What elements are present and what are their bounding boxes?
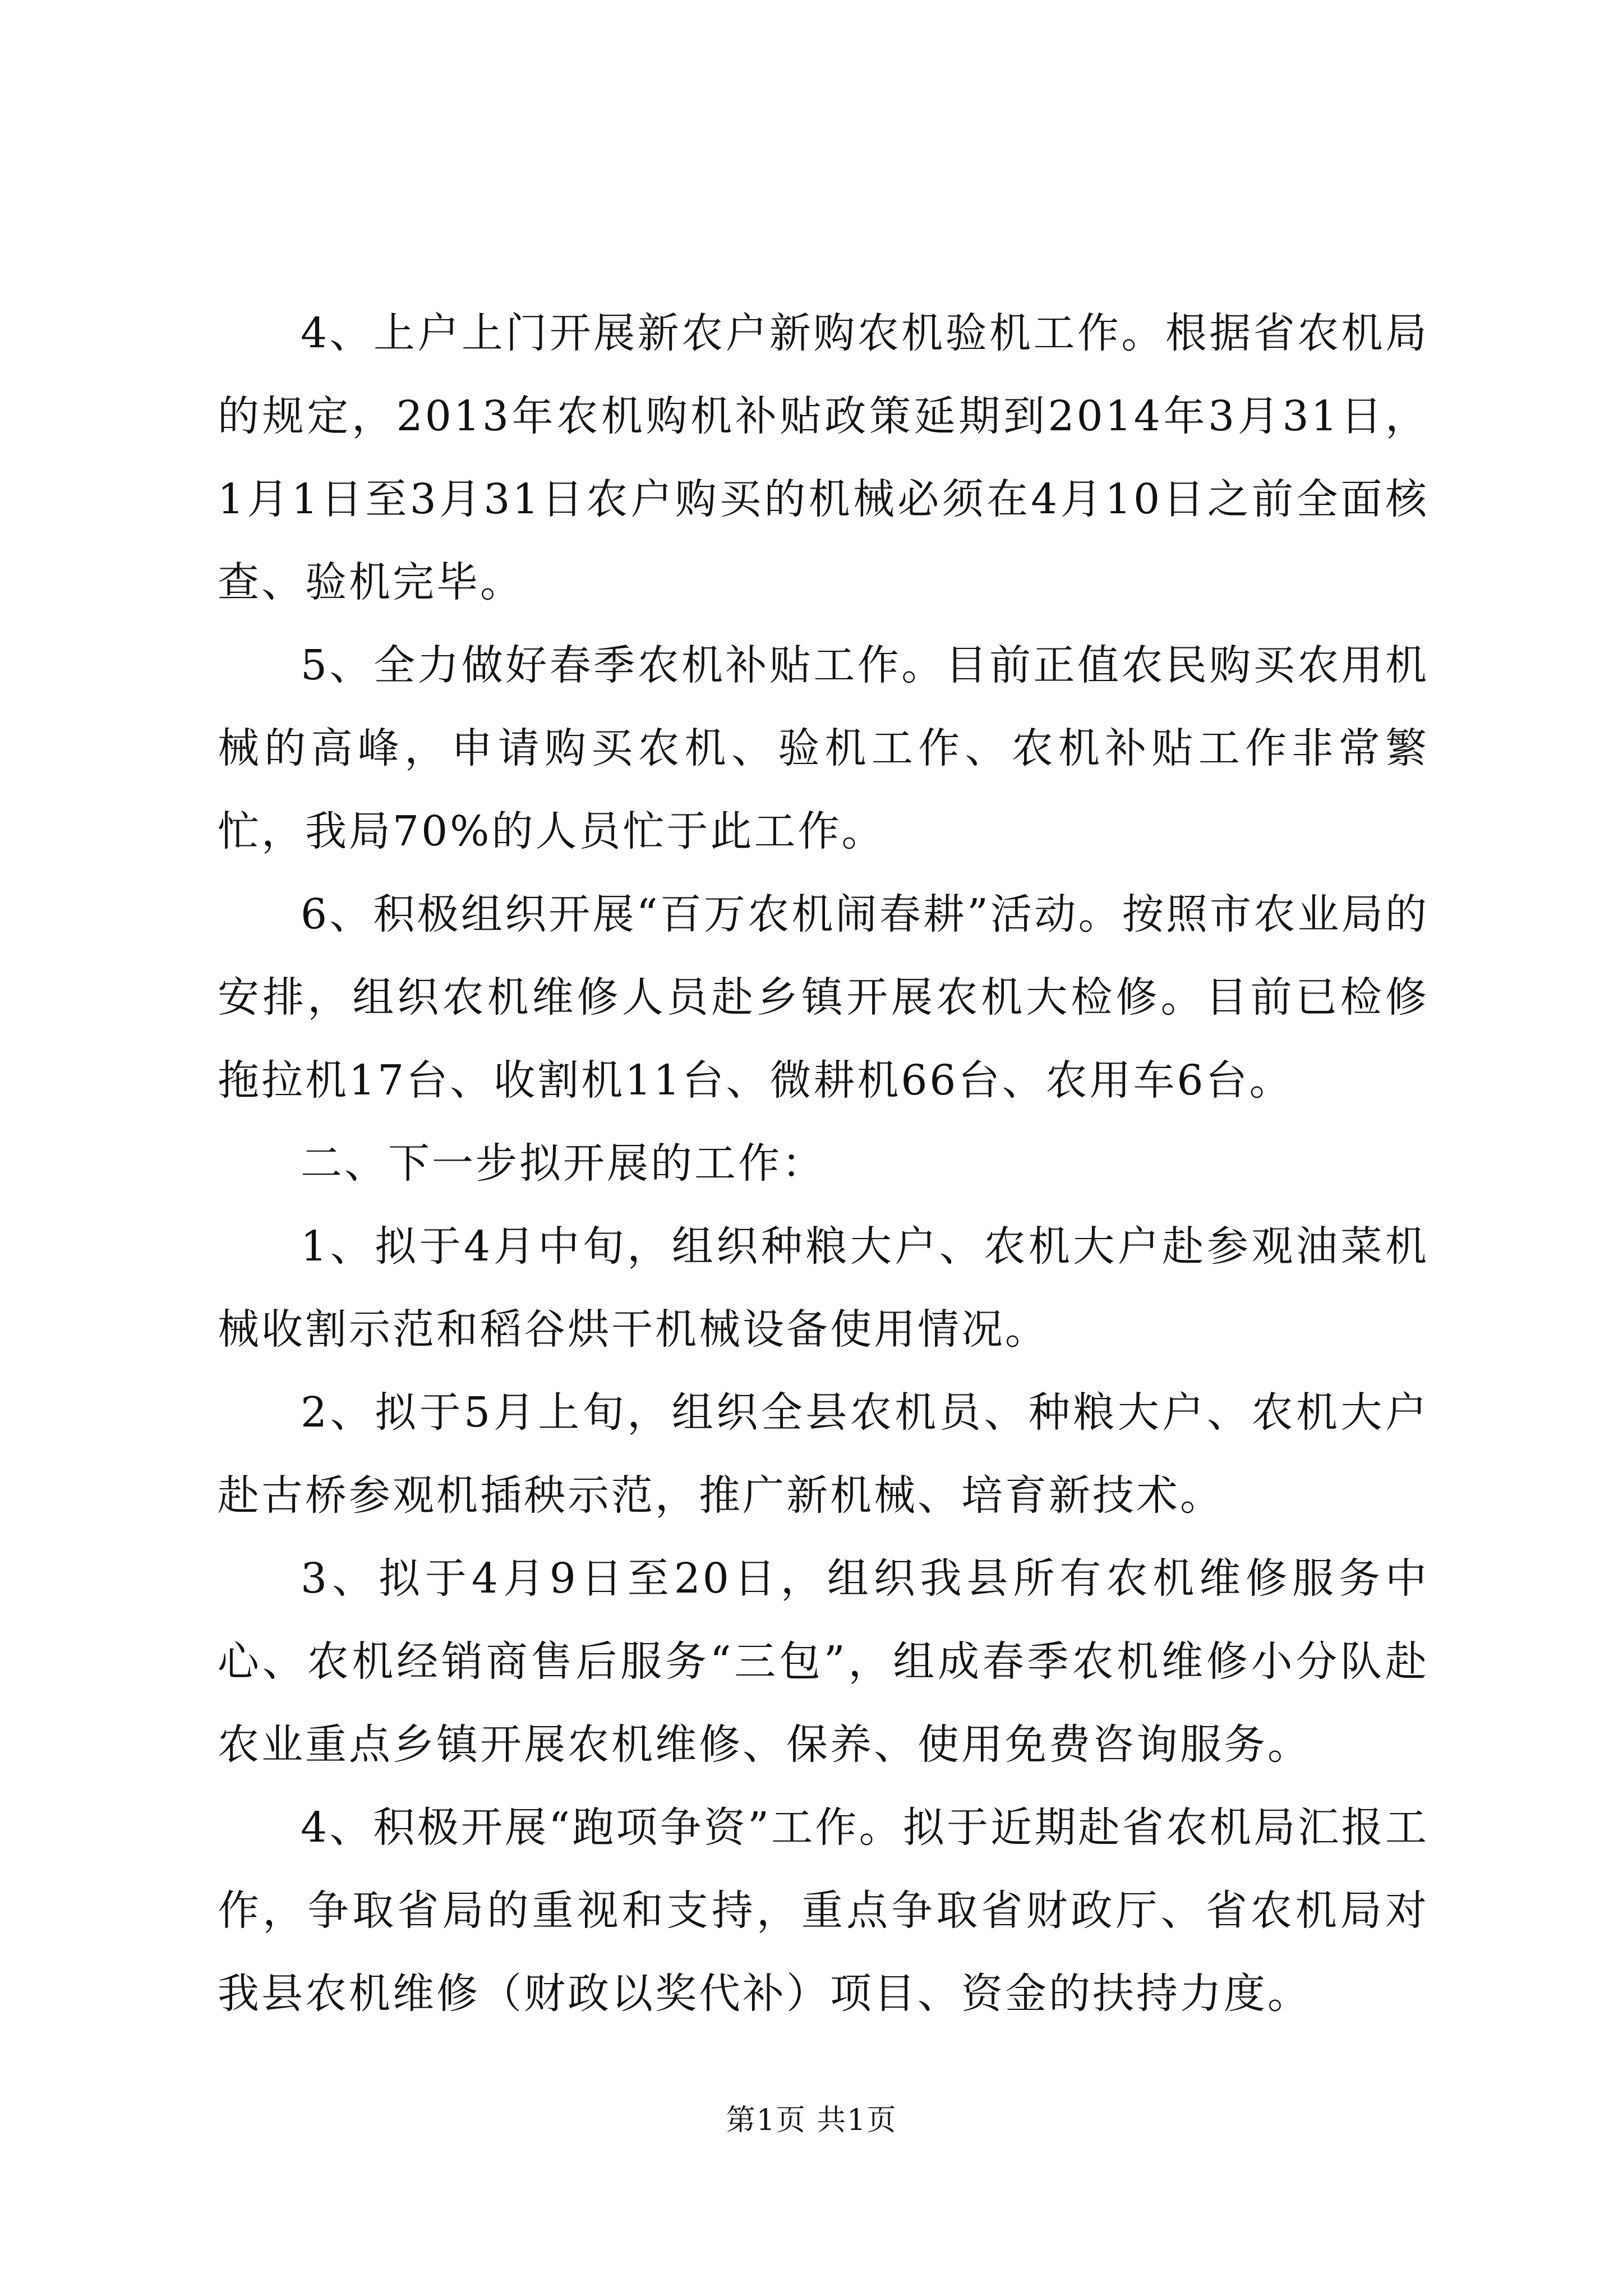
paragraph-plan-may: 2、拟于5月上旬，组织全县农机员、种粮大户、农机大户赴古桥参观机插秧示范，推广新机械、培育新技术。: [218, 1388, 1429, 1520]
paragraph-spring-subsidy: 5、全力做好春季农机补贴工作。目前正值农民购买农用机械的高峰，申请购买农机、验机工作、农机补贴工作非常繁忙，我局70%的人员忙于此工作。: [218, 641, 1429, 855]
paragraph-plan-repair-teams: 3、拟于4月9日至20日，组织我县所有农机维修服务中心、农机经销商售后服务“三包”，组成春季农机维修小分队赴农业重点乡镇开展农机维修、保养、使用免费咨询服务。: [218, 1554, 1429, 1769]
paragraph-plan-funding: 4、积极开展“跑项争资”工作。拟于近期赴省农机局汇报工作，争取省局的重视和支持，重点争取省财政厅、省农机局对我县农机维修（财政以奖代补）项目、资金的扶持力度。: [218, 1803, 1429, 2018]
document-body: [218, 292, 1429, 2035]
paragraph-plan-april: 1、拟于4月中旬，组织种粮大户、农机大户赴参观油菜机械收割示范和稻谷烘干机械设备使用情况。: [218, 1222, 1429, 1354]
paragraph-acceptance-inspection: 4、上户上门开展新农户新购农机验机工作。根据省农机局的规定，2013年农机购机补贴政策延期到2014年3月31日，1月1日至3月31日农户购买的机械必须在4月10日之前全面核查、验机完毕。: [218, 309, 1429, 606]
section-heading-next-steps: 二、下一步拟开展的工作：: [301, 1139, 826, 1188]
page-footer: 第1页 共1页: [726, 2104, 897, 2137]
paragraph-spring-plowing-campaign: 6、积极组织开展“百万农机闹春耕”活动。按照市农业局的安排，组织农机维修人员赴乡镇开展农机大检修。目前已检修拖拉机17台、收割机11台、微耕机66台、农用车6台。: [218, 890, 1429, 1105]
